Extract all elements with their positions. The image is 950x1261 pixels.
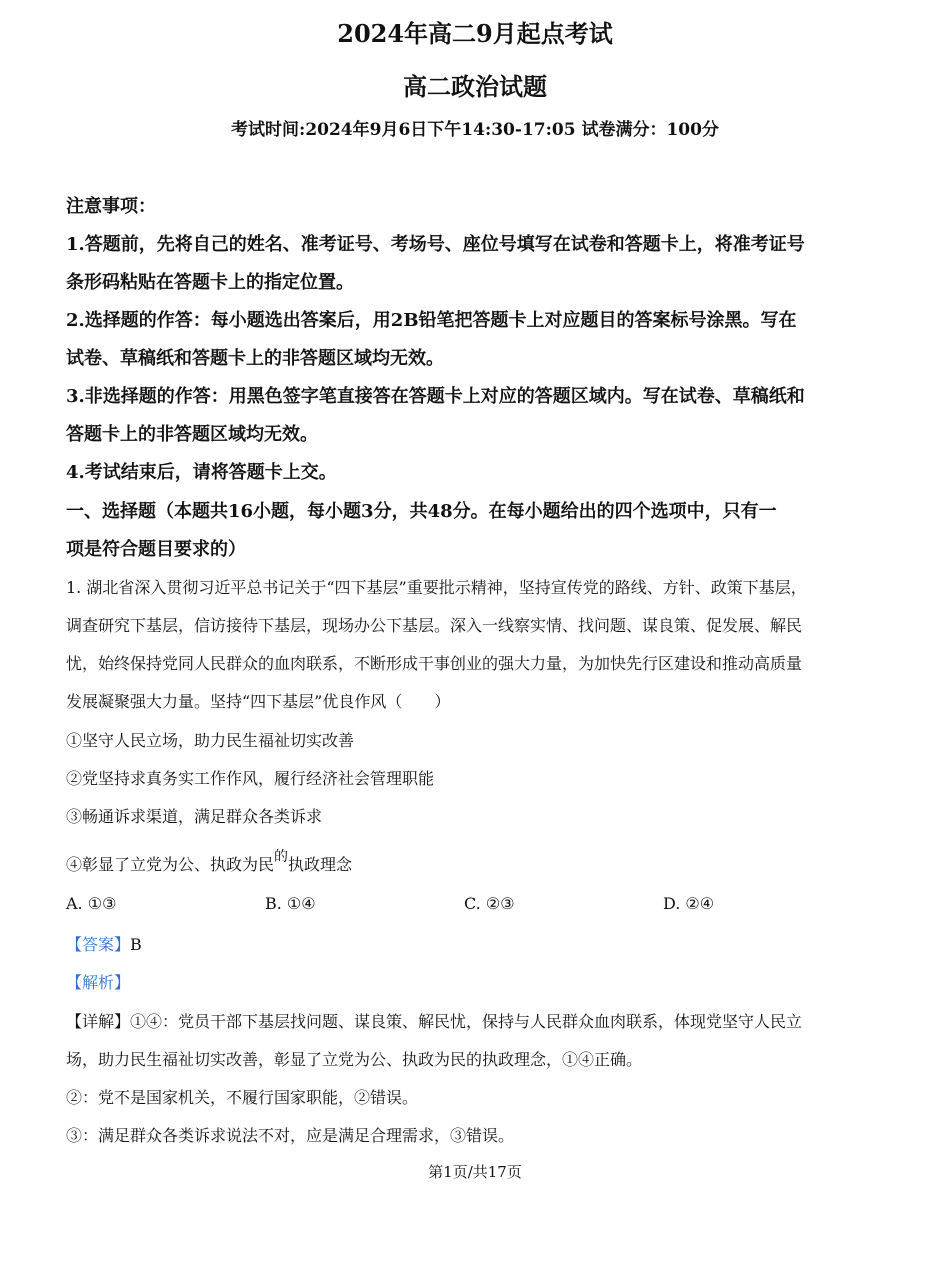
section-heading: 项是符合题目要求的） (66, 539, 246, 560)
option-c: C. ②③ (464, 894, 515, 913)
exam-info: 考试时间:2024年9月6日下午14:30-17:05 试卷满分：100分 (231, 120, 719, 140)
detail-line: 【详解】①④：党员干部下基层找问题、谋良策、解民忧，保持与人民群众血肉联系，体现党坚守人民立 (66, 1012, 803, 1031)
statement: ③畅通诉求渠道，满足群众各类诉求 (66, 807, 323, 826)
page-number: 第1页/共17页 (428, 1163, 522, 1181)
statement-text: 执政理念 (288, 855, 353, 874)
detail-line: ③：满足群众各类诉求说法不对，应是满足合理需求，③错误。 (66, 1126, 515, 1145)
option-b: B. ①④ (265, 894, 316, 913)
answer-line (66, 932, 142, 955)
statement-raised-char: 的 (274, 849, 289, 865)
section-heading: 一、选择题（本题共16小题，每小题3分，共48分。在每小题给出的四个选项中，只有一 (66, 501, 777, 522)
notice-line: 试卷、草稿纸和答题卡上的非答题区域均无效。 (66, 348, 444, 369)
notice-line: 4.考试结束后，请将答题卡上交。 (66, 462, 337, 483)
notice-line: 答题卡上的非答题区域均无效。 (66, 424, 318, 445)
question-stem: 发展凝聚强大力量。坚持“四下基层”优良作风（ ） (66, 692, 451, 711)
detail-line: 场，助力民生福祉切实改善，彰显了立党为公、执政为民的执政理念，①④正确。 (66, 1050, 643, 1069)
subject-title: 高二政治试题 (403, 72, 547, 101)
question-stem: 调查研究下基层，信访接待下基层，现场办公下基层。深入一线察实情、找问题、谋良策、促发展、解民 (66, 616, 803, 635)
notice-line: 2.选择题的作答：每小题选出答案后，用2B铅笔把答题卡上对应题目的答案标号涂黑。写在 (66, 310, 797, 331)
statement (66, 849, 353, 875)
notice-line: 1.答题前，先将自己的姓名、准考证号、考场号、座位号填写在试卷和答题卡上，将准考证号 (66, 234, 805, 255)
exam-title: 2024年高二9月起点考试 (337, 19, 613, 48)
notice-line: 3.非选择题的作答：用黑色签字笔直接答在答题卡上对应的答题区域内。写在试卷、草稿纸和 (66, 386, 805, 407)
question-stem: 忧，始终保持党同人民群众的血肉联系，不断形成干事创业的强大力量，为加快先行区建设和推动高质量 (66, 654, 803, 673)
answer-value: B (130, 935, 142, 954)
notice-heading: 注意事项： (66, 196, 156, 217)
option-d: D. ②④ (663, 894, 715, 913)
statement: ①坚守人民立场，助力民生福祉切实改善 (66, 731, 355, 750)
notice-line: 条形码粘贴在答题卡上的指定位置。 (66, 272, 354, 293)
statement-text: ④彰显了立党为公、执政为民 (66, 855, 275, 874)
statement: ②党坚持求真务实工作作风，履行经济社会管理职能 (66, 769, 435, 788)
question-stem: 1. 湖北省深入贯彻习近平总书记关于“四下基层”重要批示精神，坚持宣传党的路线、方针、政策下基层， (66, 578, 807, 597)
detail-line: ②：党不是国家机关，不履行国家职能，②错误。 (66, 1088, 419, 1107)
analysis-label: 【解析】 (66, 973, 131, 992)
option-a: A. ①③ (66, 894, 117, 913)
answer-label: 【答案】 (66, 935, 131, 954)
